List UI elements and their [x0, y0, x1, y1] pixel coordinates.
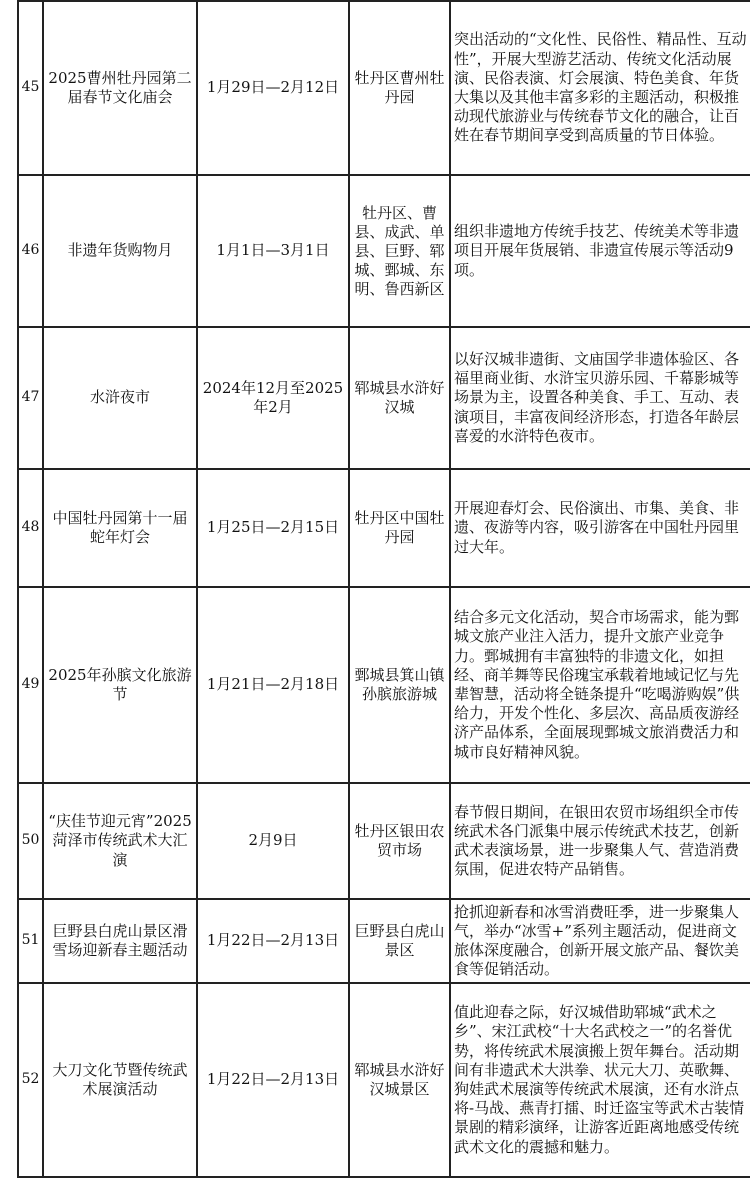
activity-content: 开展迎春灯会、民俗演出、市集、美食、非遗、夜游等内容，吸引游客在中国牡丹园里过大年。: [450, 469, 750, 587]
activity-date: 1月29日—2月12日: [197, 1, 349, 175]
activity-content: 组织非遗地方传统手技艺、传统美术等非遗项目开展年货展销、非遗宣传展示等活动9项。: [450, 175, 750, 327]
activity-place: 巨野县白虎山景区: [349, 899, 450, 983]
activity-name: 巨野县白虎山景区滑雪场迎新春主题活动: [43, 899, 197, 983]
activity-date: 1月25日—2月15日: [197, 469, 349, 587]
table-row: [18, 469, 750, 587]
table-row: [18, 175, 750, 327]
table-row: [18, 587, 750, 783]
activity-content: 值此迎春之际，好汉城借助郓城“武术之乡”、宋江武校“十大名武校之一”的名誉优势，将传统武术展演搬上贺年舞台。活动期间有非遗武术大洪拳、状元大刀、英歌舞、狗娃武术展演等传统武术展演，还有水浒点将-马战、燕青打擂、时迁盗宝等武术古装情景剧的精彩演绎，让游客近距离地感受传统武术文化的震撼和魅力。: [450, 983, 750, 1177]
activity-content: 抢抓迎新春和冰雪消费旺季，进一步聚集人气，举办“冰雪+”系列主题活动，促进商文旅体深度融合，创新开展文旅产品、餐饮美食等促销活动。: [450, 899, 750, 983]
activity-name: “庆佳节迎元宵”2025菏泽市传统武术大汇演: [43, 783, 197, 899]
row-number: 48: [18, 469, 43, 587]
activity-content: 突出活动的“文化性、民俗性、精品性、互动性”，开展大型游艺活动、传统文化活动展演、民俗表演、灯会展演、特色美食、年货大集以及其他丰富多彩的主题活动，积极推动现代旅游业与传统春节文化的融合，让百姓在春节期间享受到高质量的节日体验。: [450, 1, 750, 175]
table-row: [18, 1, 750, 175]
table-row: [18, 983, 750, 1177]
activity-date: 2024年12月至2025年2月: [197, 327, 349, 469]
table-row: [18, 327, 750, 469]
row-number: 51: [18, 899, 43, 983]
activity-place: 牡丹区曹州牡丹园: [349, 1, 450, 175]
activity-place: 郓城县水浒好汉城景区: [349, 983, 450, 1177]
activity-date: 1月21日—2月18日: [197, 587, 349, 783]
activity-place: 鄄城县箕山镇孙膑旅游城: [349, 587, 450, 783]
activity-date: 1月1日—3月1日: [197, 175, 349, 327]
activity-content: 春节假日期间，在银田农贸市场组织全市传统武术各门派集中展示传统武术技艺，创新武术表演场景，进一步聚集人气、营造消费氛围，促进农特产品销售。: [450, 783, 750, 899]
row-number: 46: [18, 175, 43, 327]
activity-date: 1月22日—2月13日: [197, 899, 349, 983]
row-number: 49: [18, 587, 43, 783]
activity-place: 牡丹区、曹县、成武、单县、巨野、郓城、鄄城、东明、鲁西新区: [349, 175, 450, 327]
activity-name: 非遗年货购物月: [43, 175, 197, 327]
activity-place: 牡丹区中国牡丹园: [349, 469, 450, 587]
activity-place: 郓城县水浒好汉城: [349, 327, 450, 469]
activity-place: 牡丹区银田农贸市场: [349, 783, 450, 899]
activity-date: 2月9日: [197, 783, 349, 899]
table-row: [18, 899, 750, 983]
activity-content: 结合多元文化活动，契合市场需求，能为鄄城文旅产业注入活力，提升文旅产业竞争力。鄄城拥有丰富独特的非遗文化，如担经、商羊舞等民俗瑰宝承载着地域记忆与先辈智慧，活动将全链条提升“吃喝游购娱”供给力，开发个性化、多层次、高品质夜游经济产品体系，全面展现鄄城文旅消费活力和城市良好精神风貌。: [450, 587, 750, 783]
row-number: 50: [18, 783, 43, 899]
activity-date: 1月22日—2月13日: [197, 983, 349, 1177]
row-number: 47: [18, 327, 43, 469]
table-row: [18, 783, 750, 899]
activity-name: 大刀文化节暨传统武术展演活动: [43, 983, 197, 1177]
activity-name: 2025年孙膑文化旅游节: [43, 587, 197, 783]
activity-name: 水浒夜市: [43, 327, 197, 469]
activity-content: 以好汉城非遗街、文庙国学非遗体验区、各福里商业街、水浒宝贝游乐园、千幕影城等场景为主，设置各种美食、手工、互动、表演项目，丰富夜间经济形态，打造各年龄层喜爱的水浒特色夜市。: [450, 327, 750, 469]
activity-name: 2025曹州牡丹园第二届春节文化庙会: [43, 1, 197, 175]
activities-table: [17, 0, 750, 1178]
row-number: 45: [18, 1, 43, 175]
row-number: 52: [18, 983, 43, 1177]
activity-name: 中国牡丹园第十一届蛇年灯会: [43, 469, 197, 587]
